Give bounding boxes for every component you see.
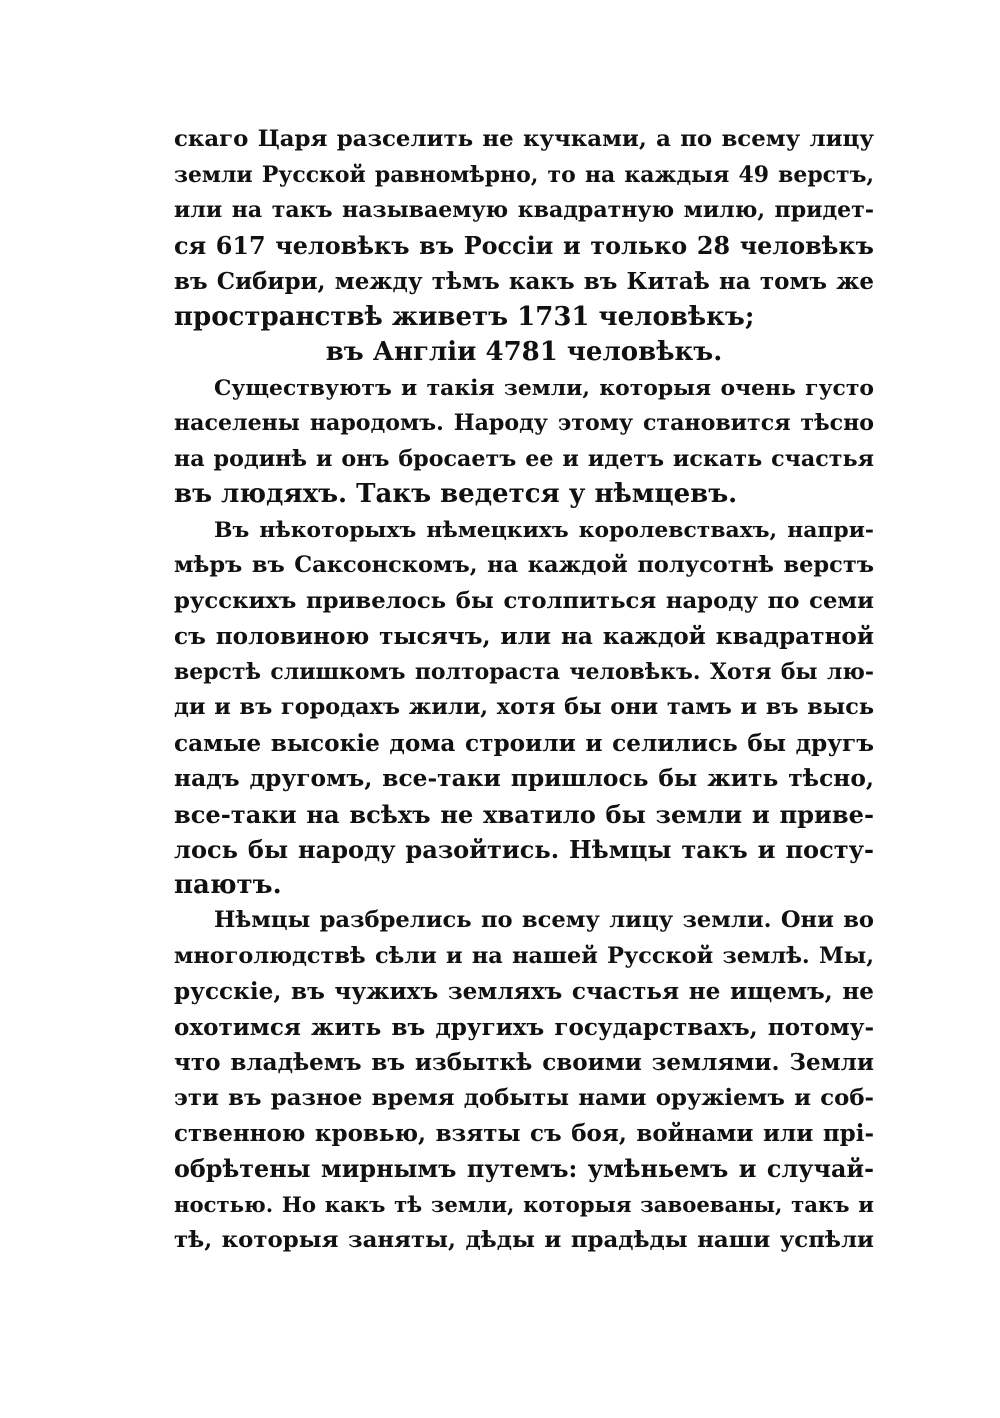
text-line: верстѣ слишкомъ полтораста человѣкъ. Хотя бы лю- (174, 658, 874, 685)
text-line: надъ другомъ, все-таки пришлось бы жить тѣсно, (174, 765, 874, 792)
text-line: самые высокіе дома строили и селились бы другъ (174, 729, 874, 757)
text-line: ся 617 человѣкъ въ Россіи и только 28 человѣкъ (174, 231, 874, 260)
text-line: все-таки на всѣхъ не хватило бы земли и приве- (174, 799, 874, 829)
text-line: эти въ разное время добыты нами оружіемъ и соб- (174, 1084, 874, 1111)
text-line: Существуютъ и такія земли, которыя очень густо (214, 374, 874, 401)
text-line: ди и въ городахъ жили, хотя бы они тамъ и въ высь (174, 694, 874, 720)
text-line: или на такъ называемую квадратную милю, придет- (174, 197, 874, 223)
text-line: скаго Царя разселить не кучками, а по всему лицу (174, 126, 874, 152)
text-line-centered: въ Англіи 4781 человѣкъ. (325, 337, 723, 367)
text-line: въ людяхъ. Такъ ведется у нѣмцевъ. (174, 479, 738, 509)
text-line: ностью. Но какъ тѣ земли, которыя завоеваны, такъ и (174, 1192, 874, 1217)
text-line: Нѣмцы разбрелись по всему лицу земли. Они во (214, 907, 874, 933)
text-line: населены народомъ. Народу этому становится тѣсно (174, 410, 874, 436)
paragraph-4 (174, 513, 874, 904)
text-line: лось бы народу разойтись. Нѣмцы такъ и посту- (174, 835, 874, 864)
paragraph-1 (174, 122, 874, 335)
paragraph-5 (174, 903, 874, 1258)
text-line: русскіе, въ чужихъ земляхъ счастья не ищемъ, не (174, 978, 874, 1005)
text-line: Въ нѣкоторыхъ нѣмецкихъ королевствахъ, напри- (214, 516, 874, 543)
text-line: ственною кровью, взяты съ боя, войнами или прі- (174, 1120, 874, 1147)
page-text (174, 122, 874, 1258)
text-line: многолюдствѣ сѣли и на нашей Русской землѣ. Мы, (174, 942, 874, 969)
text-line: что владѣемъ въ избыткѣ своими землями. Земли (174, 1049, 874, 1076)
text-line: земли Русской равномѣрно, то на каждыя 49 верстъ, (174, 161, 874, 188)
paragraph-3 (174, 371, 874, 513)
paragraph-2 (174, 335, 874, 371)
text-line: русскихъ привелось бы столпиться народу по семи (174, 587, 874, 614)
text-line: пространствѣ живетъ 1731 человѣкъ; (174, 301, 755, 332)
text-line: съ половиною тысячъ, или на каждой квадратной (174, 623, 874, 650)
text-line: мѣръ въ Саксонскомъ, на каждой полусотнѣ верстъ (174, 552, 874, 578)
text-line: въ Сибири, между тѣмъ какъ въ Китаѣ на томъ же (174, 268, 874, 295)
text-line: охотимся жить въ другихъ государствахъ, потому- (174, 1013, 874, 1041)
text-line: обрѣтены мирнымъ путемъ: умѣньемъ и случай- (174, 1154, 874, 1183)
text-line: тѣ, которыя заняты, дѣды и прадѣды наши успѣли (174, 1226, 874, 1253)
text-line: на родинѣ и онъ бросаетъ ее и идетъ искать счастья (174, 445, 874, 472)
text-line: паютъ. (174, 869, 282, 900)
